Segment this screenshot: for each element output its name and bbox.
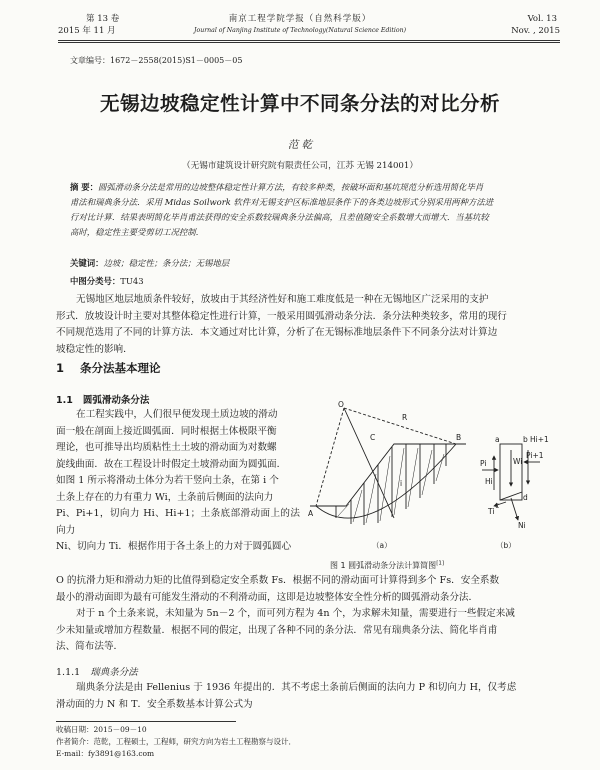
abstract-line-1: 摘 要：圆弧滑动条分法是常用的边坡整体稳定性计算方法，有较多种类，按破坏面和基坑规范分析选用简化毕肖	[70, 182, 484, 192]
label-P1: Pi+1	[526, 451, 544, 460]
label-B: B	[456, 433, 462, 442]
radius-line-1	[316, 408, 344, 506]
label-T: Ti	[488, 507, 495, 516]
radius-line-2	[344, 408, 456, 444]
header-journal-en: Journal of Nanjing Institute of Technology(Natural Science Edition)	[194, 27, 406, 34]
radius-line-3	[344, 408, 394, 518]
force-arrow-N	[511, 498, 518, 520]
body-line: 旋线曲面．故在工程设计时假定土坡滑动面为圆弧面．	[56, 458, 287, 470]
section-1-1-heading: 1.1 圆弧滑动条分法	[56, 395, 150, 406]
header-volume-en: Vol. 13	[527, 14, 557, 24]
body-sweden	[56, 680, 556, 713]
body-line: Ni、切向力 Ti．根据作用于各土条上的力对于圆弧圆心	[56, 541, 292, 552]
label-H1: Hi+1	[530, 435, 549, 444]
label-A: A	[308, 509, 314, 518]
body-line: 瑞典条分法是由 Fellenius 于 1936 年提出的．其不考虑土条前后侧面的法向力 P 和切向力 H，仅考虑	[76, 682, 517, 693]
label-C: C	[370, 433, 376, 442]
abstract-line-4: 高时，稳定性主要受剪切工况控制．	[70, 227, 204, 237]
paper-title: 无锡边坡稳定性计算中不同条分法的对比分析	[99, 92, 500, 115]
section-1-heading: 1 条分法基本理论	[56, 361, 161, 375]
footnote-rule	[56, 721, 236, 722]
intro-line: 不同规范选用了不同的计算方法．本文通过对比计算，分析了在无锡标准地层条件下不同条分法对计算边	[56, 327, 498, 338]
body-line: 面一般在剖面上接近圆弧面．同时根据土体极限平衡	[56, 425, 277, 437]
label-N: Ni	[518, 521, 526, 530]
label-R: R	[402, 413, 408, 422]
label-P: Pi	[480, 459, 487, 468]
subfigure-label-a: （a）	[372, 541, 392, 550]
body-line: Pi、Pi+1，切向力 Hi、Hi+1；土条底部滑动面上的法向力	[56, 508, 300, 536]
figure-1-diagram	[306, 398, 549, 558]
header-rule	[58, 40, 560, 41]
section-1-1-1-heading: 1.1.1 瑞典条分法	[56, 667, 138, 678]
label-a: a	[495, 435, 500, 444]
body-line: 如图 1 所示将滑动土体分为若干竖向土条，在第 i 个	[56, 475, 279, 486]
body-left-column	[56, 407, 300, 556]
abstract	[70, 180, 546, 240]
keywords-text: 边坡；稳定性；条分法；无锡地层	[103, 258, 230, 268]
label-d: d	[523, 493, 528, 502]
clc-number	[70, 274, 144, 289]
subfigure-label-b: （b）	[496, 541, 516, 550]
body-line: 对于 n 个土条来说，未知量为 5n－2 个，而可列方程为 4n 个，为求解未知量，需要进行一些假定来减	[76, 608, 515, 619]
intro-line: 无锡地区地层地质条件较好，放坡由于其经济性好和施工难度低是一种在无锡地区广泛采用的支护	[76, 294, 489, 305]
body-line: O 的抗滑力矩和滑动力矩的比值得到稳定安全系数 Fs．根据不同的滑动面可计算得到多个 Fs．安全系数	[56, 575, 500, 586]
abstract-label: 摘 要：	[70, 182, 99, 192]
body-line: 法、简布法等．	[56, 641, 124, 652]
figure-1-caption: 图 1 圆弧滑动条分法计算简图[1]	[330, 560, 444, 570]
abstract-line-2: 甫法和瑞典条分法．采用 Midas Soilwork 软件对无锡支护区标准地层条件下的各类边坡形式分别采用两种方法进	[70, 197, 494, 207]
slice-lines	[336, 444, 446, 525]
header-volume-cn: 第 13 卷	[86, 14, 120, 24]
clc-text: TU43	[120, 276, 144, 286]
footnote	[56, 724, 296, 760]
footnote-received: 收稿日期：2015－09－10	[56, 725, 147, 734]
label-O: O	[338, 400, 344, 409]
slope-profile	[310, 444, 466, 506]
body-line: 在工程实践中，人们很早便发现土质边坡的滑动	[76, 409, 278, 420]
intro-paragraph	[56, 292, 556, 358]
article-number: 文章编号：1672－2558(2015)S1－0005－05	[70, 56, 243, 65]
body-line: 最小的滑动面即为最有可能发生滑动的不利滑动面，这即是边坡整体安全性分析的圆弧滑动条分法．	[56, 591, 479, 603]
header-date-cn: 2015 年 11 月	[58, 26, 116, 36]
clc-label: 中图分类号：	[70, 276, 121, 286]
body-line: 理论，也可推导出均质粘性土土坡的滑动面为对数螺	[56, 442, 277, 453]
author-affiliation: （无锡市建筑设计研究院有限责任公司，江苏 无锡 214001）	[182, 161, 418, 171]
label-H: Hi	[485, 477, 493, 486]
author-name: 范 乾	[287, 139, 313, 151]
header-date-en: Nov. , 2015	[511, 26, 560, 36]
intro-line: 形式．放坡设计时主要对其整体稳定性进行计算，一般采用圆弧滑动条分法．条分法种类较多，常用的现行	[56, 310, 507, 322]
abstract-line-3: 行对比计算．结果表明简化毕肖甫法获得的安全系数较瑞典条分法偏高，且差值随安全系数增大而增大．当基坑较	[70, 212, 489, 222]
label-W: Wi	[513, 457, 523, 466]
footnote-author-bio: 作者简介：范乾，工程硕士，工程师，研究方向为岩土工程勘察与设计．	[56, 737, 296, 746]
label-c: c	[495, 501, 500, 510]
header-journal-cn: 南京工程学院学报（自然科学版）	[228, 14, 372, 24]
header-rule-thin	[58, 42, 560, 43]
body-line: 滑动面的力 N 和 T．安全系数基本计算公式为	[56, 698, 253, 710]
keywords-label: 关键词：	[70, 258, 104, 268]
body-line: 少未知量或增加方程数量．根据不同的假定，出现了各种不同的条分法．常见有瑞典条分法、简化毕肖甫	[56, 624, 498, 636]
body-full-width	[56, 573, 556, 656]
intro-line: 坡稳定性的影响．	[56, 343, 133, 355]
footnote-email: E-mail：fy3891@163.com	[56, 749, 155, 758]
body-line: 土条上存在的力有重力 Wi，土条前后侧面的法向力	[56, 491, 274, 503]
keywords	[70, 256, 229, 271]
label-b: b	[523, 435, 528, 444]
label-i: i	[400, 479, 403, 488]
figure-1-caption-ref: [1]	[436, 560, 444, 567]
